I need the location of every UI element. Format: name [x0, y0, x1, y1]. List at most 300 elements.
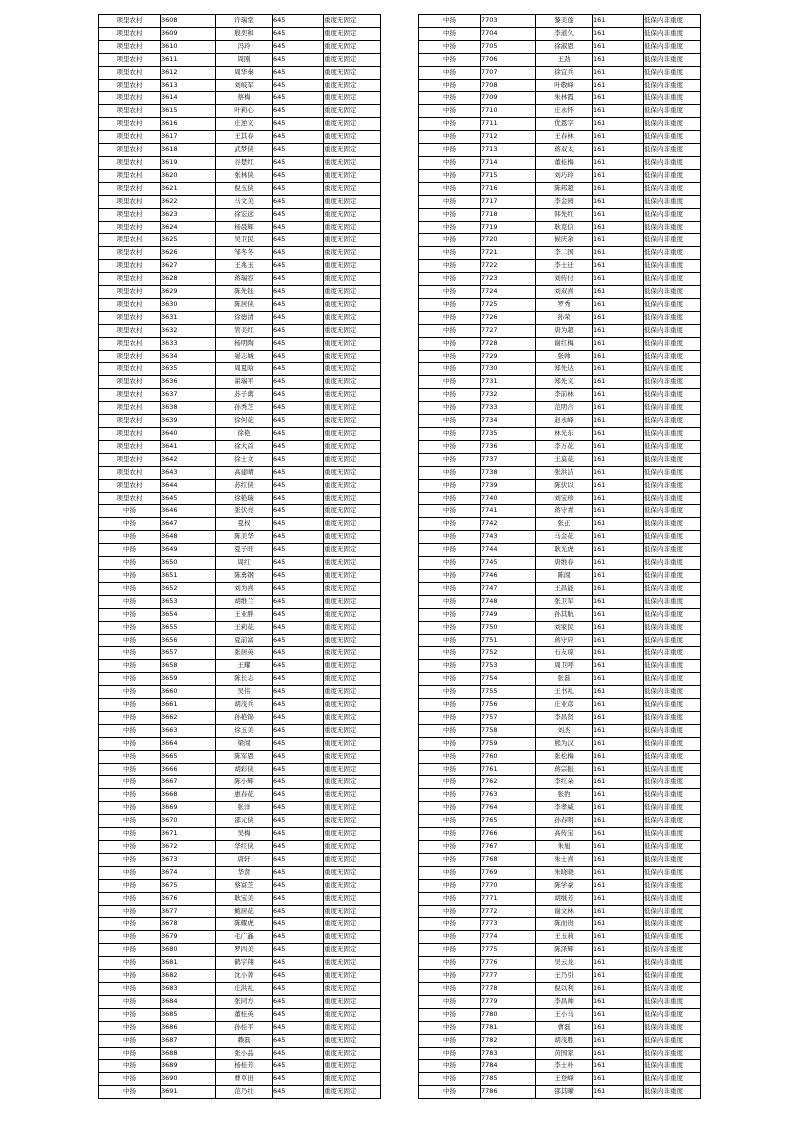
cell-name: 李昌帅 [536, 995, 593, 1008]
cell-id: 3684 [161, 995, 216, 1008]
table-row [99, 621, 381, 634]
table-row [99, 957, 381, 970]
table-row [419, 105, 701, 118]
cell-place: 中扬 [99, 944, 161, 957]
table-row [99, 389, 381, 402]
cell-name: 蒋守青 [536, 505, 593, 518]
cell-name: 陈学豪 [536, 879, 593, 892]
table-row [419, 15, 701, 28]
cell-code: 645 [273, 466, 324, 479]
cell-code: 161 [593, 15, 644, 28]
table-row [99, 724, 381, 737]
cell-code: 645 [273, 428, 324, 441]
cell-name: 孙其航 [536, 608, 593, 621]
table-row [419, 647, 701, 660]
cell-code: 645 [273, 828, 324, 841]
table-row [419, 144, 701, 157]
cell-place: 中扬 [419, 866, 481, 879]
cell-name: 高传宝 [536, 828, 593, 841]
cell-place: 中扬 [419, 440, 481, 453]
cell-place: 项里农村 [99, 169, 161, 182]
cell-id: 7717 [481, 195, 536, 208]
table-row [419, 866, 701, 879]
cell-type: 重度无固定 [324, 931, 381, 944]
cell-code: 161 [593, 350, 644, 363]
cell-id: 7718 [481, 208, 536, 221]
cell-name: 林光东 [536, 428, 593, 441]
cell-id: 3615 [161, 105, 216, 118]
table-row [419, 634, 701, 647]
table-row [419, 324, 701, 337]
cell-name: 徐宏远 [216, 208, 273, 221]
cell-type: 低保内非重度 [644, 156, 701, 169]
cell-place: 项里农村 [99, 66, 161, 79]
cell-code: 645 [273, 131, 324, 144]
cell-type: 低保内非重度 [644, 247, 701, 260]
cell-type: 重度无固定 [324, 298, 381, 311]
table-row [419, 208, 701, 221]
cell-type: 低保内非重度 [644, 27, 701, 40]
cell-name: 孙春明 [536, 815, 593, 828]
cell-name: 耿宝美 [216, 892, 273, 905]
cell-id: 3655 [161, 621, 216, 634]
cell-name: 陈先钰 [216, 286, 273, 299]
cell-id: 7747 [481, 582, 536, 595]
cell-place: 项里农村 [99, 350, 161, 363]
cell-place: 项里农村 [99, 79, 161, 92]
cell-place: 中扬 [419, 595, 481, 608]
cell-place: 中扬 [419, 1047, 481, 1060]
cell-name: 夏前富 [216, 634, 273, 647]
table-row [99, 918, 381, 931]
cell-place: 中扬 [99, 892, 161, 905]
cell-type: 重度无固定 [324, 453, 381, 466]
cell-place: 项里农村 [99, 402, 161, 415]
cell-place: 中扬 [419, 1034, 481, 1047]
cell-name: 叶莉心 [216, 105, 273, 118]
cell-name: 徐艳 [216, 428, 273, 441]
cell-place: 中扬 [419, 479, 481, 492]
cell-place: 中扬 [419, 79, 481, 92]
cell-code: 645 [273, 1021, 324, 1034]
cell-code: 645 [273, 286, 324, 299]
table-row [419, 853, 701, 866]
cell-name: 王春林 [536, 131, 593, 144]
cell-code: 645 [273, 1047, 324, 1060]
cell-code: 161 [593, 363, 644, 376]
cell-name: 王登峰 [536, 1073, 593, 1086]
cell-name: 王其春 [216, 131, 273, 144]
cell-id: 3647 [161, 518, 216, 531]
cell-type: 低保内非重度 [644, 569, 701, 582]
cell-name: 陈居侠 [216, 298, 273, 311]
cell-name: 王劲 [536, 53, 593, 66]
cell-name: 陈耀虎 [216, 918, 273, 931]
table-row [99, 376, 381, 389]
cell-code: 161 [593, 711, 644, 724]
cell-code: 645 [273, 634, 324, 647]
cell-place: 中扬 [419, 802, 481, 815]
cell-code: 161 [593, 621, 644, 634]
cell-id: 7784 [481, 1060, 536, 1073]
cell-place: 中扬 [419, 879, 481, 892]
cell-type: 低保内非重度 [644, 995, 701, 1008]
cell-id: 7742 [481, 518, 536, 531]
cell-id: 7726 [481, 311, 536, 324]
cell-type: 重度无固定 [324, 737, 381, 750]
cell-code: 161 [593, 995, 644, 1008]
table-row [419, 79, 701, 92]
cell-name: 吴梅 [216, 828, 273, 841]
cell-name: 朱晓晓 [536, 866, 593, 879]
cell-name: 夏权 [216, 518, 273, 531]
cell-name: 徐何花 [216, 415, 273, 428]
cell-name: 胡维兰 [216, 595, 273, 608]
cell-type: 重度无固定 [324, 866, 381, 879]
cell-place: 中扬 [99, 905, 161, 918]
cell-place: 中扬 [419, 828, 481, 841]
cell-place: 项里农村 [99, 492, 161, 505]
cell-id: 3616 [161, 118, 216, 131]
cell-name: 李昌贤 [536, 711, 593, 724]
table-row [99, 466, 381, 479]
cell-code: 645 [273, 118, 324, 131]
cell-type: 低保内非重度 [644, 841, 701, 854]
cell-id: 3629 [161, 286, 216, 299]
cell-place: 项里农村 [99, 144, 161, 157]
cell-name: 胡茂兵 [216, 699, 273, 712]
cell-code: 645 [273, 105, 324, 118]
cell-code: 161 [593, 169, 644, 182]
cell-id: 7715 [481, 169, 536, 182]
cell-type: 重度无固定 [324, 802, 381, 815]
cell-id: 7759 [481, 737, 536, 750]
cell-place: 中扬 [99, 673, 161, 686]
cell-id: 3665 [161, 750, 216, 763]
cell-place: 中扬 [99, 569, 161, 582]
cell-name: 刘家民 [536, 621, 593, 634]
cell-id: 3687 [161, 1034, 216, 1047]
cell-name: 胡继芳 [536, 892, 593, 905]
cell-place: 中扬 [99, 1021, 161, 1034]
cell-place: 中扬 [419, 350, 481, 363]
cell-place: 项里农村 [99, 53, 161, 66]
cell-place: 中扬 [419, 337, 481, 350]
table-row [99, 789, 381, 802]
cell-name: 朱士喜 [536, 853, 593, 866]
cell-id: 3666 [161, 763, 216, 776]
cell-place: 中扬 [419, 144, 481, 157]
cell-name: 苏子禽 [216, 389, 273, 402]
cell-place: 中扬 [419, 686, 481, 699]
cell-type: 重度无固定 [324, 208, 381, 221]
cell-code: 161 [593, 686, 644, 699]
cell-place: 中扬 [99, 995, 161, 1008]
cell-code: 645 [273, 776, 324, 789]
cell-id: 7734 [481, 415, 536, 428]
cell-id: 7757 [481, 711, 536, 724]
cell-type: 重度无固定 [324, 995, 381, 1008]
cell-type: 低保内非重度 [644, 273, 701, 286]
cell-name: 黄国家 [536, 1047, 593, 1060]
cell-id: 7753 [481, 660, 536, 673]
cell-name: 徐大首 [216, 440, 273, 453]
cell-place: 中扬 [419, 234, 481, 247]
cell-id: 7719 [481, 221, 536, 234]
cell-id: 3623 [161, 208, 216, 221]
cell-id: 7775 [481, 944, 536, 957]
cell-place: 中扬 [419, 298, 481, 311]
cell-id: 3620 [161, 169, 216, 182]
cell-type: 重度无固定 [324, 79, 381, 92]
cell-code: 161 [593, 92, 644, 105]
cell-name: 陈泽辉 [536, 944, 593, 957]
cell-type: 重度无固定 [324, 286, 381, 299]
cell-type: 低保内非重度 [644, 724, 701, 737]
cell-id: 3680 [161, 944, 216, 957]
cell-type: 低保内非重度 [644, 789, 701, 802]
cell-name: 刘巧玲 [536, 169, 593, 182]
cell-id: 3649 [161, 544, 216, 557]
cell-type: 低保内非重度 [644, 92, 701, 105]
table-row [99, 221, 381, 234]
cell-place: 中扬 [419, 995, 481, 1008]
table-row [99, 1034, 381, 1047]
table-row [99, 802, 381, 815]
cell-id: 7735 [481, 428, 536, 441]
cell-name: 徐艳瑞 [216, 492, 273, 505]
cell-name: 徐德清 [216, 311, 273, 324]
cell-type: 低保内非重度 [644, 440, 701, 453]
cell-name: 蒋瑞容 [216, 273, 273, 286]
cell-code: 161 [593, 763, 644, 776]
table-row [419, 892, 701, 905]
cell-code: 645 [273, 737, 324, 750]
table-row [99, 557, 381, 570]
cell-type: 低保内非重度 [644, 699, 701, 712]
cell-name: 张居英 [216, 647, 273, 660]
cell-place: 项里农村 [99, 247, 161, 260]
cell-type: 重度无固定 [324, 634, 381, 647]
cell-place: 中扬 [419, 699, 481, 712]
cell-type: 低保内非重度 [644, 905, 701, 918]
cell-name: 苏红侠 [216, 479, 273, 492]
cell-code: 645 [273, 1008, 324, 1021]
cell-type: 低保内非重度 [644, 879, 701, 892]
cell-name: 张小品 [216, 1047, 273, 1060]
cell-place: 中扬 [419, 505, 481, 518]
table-row [99, 569, 381, 582]
cell-name: 董桂英 [216, 1008, 273, 1021]
cell-id: 7703 [481, 15, 536, 28]
cell-type: 重度无固定 [324, 892, 381, 905]
cell-place: 中扬 [419, 92, 481, 105]
cell-name: 张豹 [536, 789, 593, 802]
cell-type: 低保内非重度 [644, 673, 701, 686]
cell-place: 中扬 [419, 724, 481, 737]
cell-type: 低保内非重度 [644, 40, 701, 53]
cell-code: 161 [593, 1086, 644, 1099]
table-body [419, 15, 701, 1099]
cell-code: 161 [593, 1034, 644, 1047]
cell-place: 中扬 [419, 957, 481, 970]
cell-place: 中扬 [419, 789, 481, 802]
table-row [99, 711, 381, 724]
cell-type: 低保内非重度 [644, 298, 701, 311]
table-row [99, 53, 381, 66]
cell-type: 重度无固定 [324, 27, 381, 40]
cell-name: 马文美 [216, 195, 273, 208]
table-row [419, 673, 701, 686]
cell-name: 朱旭 [536, 841, 593, 854]
cell-place: 中扬 [99, 699, 161, 712]
cell-place: 中扬 [419, 569, 481, 582]
table-row [419, 350, 701, 363]
cell-place: 项里农村 [99, 440, 161, 453]
cell-type: 重度无固定 [324, 428, 381, 441]
cell-type: 重度无固定 [324, 841, 381, 854]
cell-id: 3664 [161, 737, 216, 750]
cell-code: 161 [593, 221, 644, 234]
cell-place: 中扬 [419, 273, 481, 286]
cell-name: 庄业彦 [536, 699, 593, 712]
cell-code: 161 [593, 479, 644, 492]
cell-code: 645 [273, 686, 324, 699]
cell-place: 中扬 [99, 866, 161, 879]
cell-name: 殷奕和 [216, 27, 273, 40]
cell-code: 645 [273, 234, 324, 247]
cell-id: 7722 [481, 260, 536, 273]
table-row [419, 92, 701, 105]
cell-type: 低保内非重度 [644, 918, 701, 931]
cell-id: 7737 [481, 453, 536, 466]
cell-place: 项里农村 [99, 105, 161, 118]
cell-id: 3642 [161, 453, 216, 466]
cell-code: 161 [593, 699, 644, 712]
cell-code: 161 [593, 428, 644, 441]
table-row [419, 1060, 701, 1073]
cell-name: 王乃引 [536, 970, 593, 983]
cell-id: 7709 [481, 92, 536, 105]
cell-type: 重度无固定 [324, 724, 381, 737]
cell-code: 161 [593, 1021, 644, 1034]
cell-type: 低保内非重度 [644, 815, 701, 828]
cell-place: 中扬 [419, 1008, 481, 1021]
cell-name: 罗四美 [216, 944, 273, 957]
cell-place: 中扬 [99, 1060, 161, 1073]
cell-place: 中扬 [419, 608, 481, 621]
cell-code: 645 [273, 273, 324, 286]
cell-type: 重度无固定 [324, 531, 381, 544]
cell-code: 161 [593, 131, 644, 144]
cell-place: 中扬 [419, 711, 481, 724]
cell-name: 吴伟 [216, 686, 273, 699]
table-row [419, 1034, 701, 1047]
cell-name: 刘为喜 [216, 582, 273, 595]
cell-id: 3621 [161, 182, 216, 195]
table-row [419, 195, 701, 208]
cell-id: 3671 [161, 828, 216, 841]
cell-type: 低保内非重度 [644, 195, 701, 208]
cell-type: 低保内非重度 [644, 737, 701, 750]
cell-place: 中扬 [99, 724, 161, 737]
cell-type: 低保内非重度 [644, 415, 701, 428]
cell-place: 中扬 [99, 853, 161, 866]
cell-id: 7781 [481, 1021, 536, 1034]
cell-id: 7760 [481, 750, 536, 763]
cell-code: 645 [273, 518, 324, 531]
cell-place: 中扬 [99, 1073, 161, 1086]
cell-place: 中扬 [419, 518, 481, 531]
cell-type: 低保内非重度 [644, 595, 701, 608]
cell-code: 161 [593, 376, 644, 389]
cell-code: 161 [593, 815, 644, 828]
cell-type: 重度无固定 [324, 350, 381, 363]
cell-place: 中扬 [419, 118, 481, 131]
cell-id: 3630 [161, 298, 216, 311]
cell-id: 3618 [161, 144, 216, 157]
cell-type: 重度无固定 [324, 1008, 381, 1021]
cell-id: 3610 [161, 40, 216, 53]
cell-type: 低保内非重度 [644, 531, 701, 544]
cell-type: 重度无固定 [324, 440, 381, 453]
table-row [99, 208, 381, 221]
cell-place: 中扬 [99, 505, 161, 518]
table-row [99, 686, 381, 699]
cell-code: 161 [593, 337, 644, 350]
cell-id: 7772 [481, 905, 536, 918]
cell-type: 重度无固定 [324, 750, 381, 763]
cell-type: 重度无固定 [324, 195, 381, 208]
cell-name: 王书礼 [536, 686, 593, 699]
cell-type: 低保内非重度 [644, 105, 701, 118]
cell-place: 中扬 [99, 647, 161, 660]
cell-code: 161 [593, 505, 644, 518]
table-row [419, 234, 701, 247]
cell-id: 7739 [481, 479, 536, 492]
table-row [99, 634, 381, 647]
cell-id: 3677 [161, 905, 216, 918]
cell-type: 重度无固定 [324, 337, 381, 350]
cell-id: 7710 [481, 105, 536, 118]
table-row [99, 350, 381, 363]
cell-place: 项里农村 [99, 324, 161, 337]
cell-type: 低保内非重度 [644, 1060, 701, 1073]
cell-type: 低保内非重度 [644, 892, 701, 905]
cell-id: 7706 [481, 53, 536, 66]
cell-id: 7733 [481, 402, 536, 415]
table-row [419, 402, 701, 415]
cell-code: 161 [593, 518, 644, 531]
table-row [99, 440, 381, 453]
cell-place: 中扬 [99, 982, 161, 995]
table-row [419, 286, 701, 299]
cell-name: 李士朴 [536, 1060, 593, 1073]
cell-code: 645 [273, 156, 324, 169]
table-row [419, 453, 701, 466]
cell-id: 3660 [161, 686, 216, 699]
table-row [419, 763, 701, 776]
cell-name: 李士迁 [536, 260, 593, 273]
cell-name: 陈小辉 [216, 776, 273, 789]
table-row [99, 15, 381, 28]
cell-name: 蔡富芝 [216, 879, 273, 892]
table-row [99, 311, 381, 324]
cell-place: 中扬 [419, 1021, 481, 1034]
cell-place: 中扬 [99, 582, 161, 595]
table-row [99, 518, 381, 531]
cell-place: 中扬 [99, 608, 161, 621]
